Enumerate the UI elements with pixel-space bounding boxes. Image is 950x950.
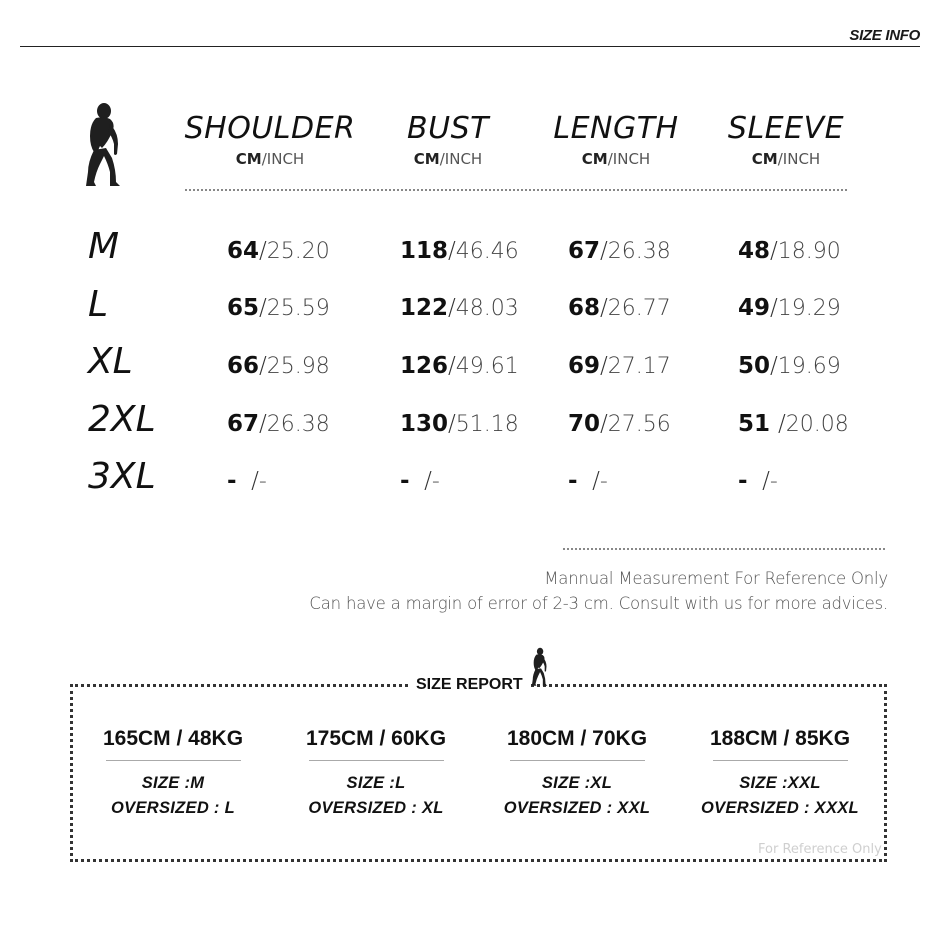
column-unit: CM/INCH [235, 150, 305, 168]
header-dotted-divider [185, 189, 847, 191]
table-cell: - /- [738, 468, 778, 494]
height-weight: 188CM / 85KG [709, 727, 851, 750]
height-weight: 180CM / 70KG [506, 727, 648, 750]
table-cell: - /- [568, 468, 608, 494]
report-item [477, 726, 677, 821]
table-cell: 64/25.20 [227, 238, 330, 264]
error-margin-note: Can have a margin of error of 2-3 cm. Consult with us for more advices. [309, 594, 888, 613]
report-item [276, 726, 476, 821]
column-header-bust [358, 112, 538, 168]
report-divider [309, 760, 444, 761]
oversized-size: OVERSIZED : XXXL [701, 799, 859, 817]
measurement-note: Mannual Measurement For Reference Only [544, 569, 888, 588]
column-header-sleeve [696, 112, 876, 168]
walking-ape-icon [530, 643, 552, 691]
report-item [73, 726, 273, 821]
report-divider [106, 760, 241, 761]
size-report-title: SIZE REPORT [416, 676, 523, 693]
oversized-size: OVERSIZED : L [111, 799, 235, 817]
table-cell: - /- [400, 468, 440, 494]
size-report-header [408, 672, 531, 698]
size-label-3xl: 3XL [88, 456, 156, 497]
height-weight: 165CM / 48KG [102, 727, 244, 750]
top-divider [20, 46, 920, 47]
table-cell: 49/19.29 [738, 295, 841, 321]
size-label-xl: XL [88, 341, 133, 382]
column-title: BUST [407, 111, 489, 146]
size-label-2xl: 2XL [88, 399, 156, 440]
report-divider [510, 760, 645, 761]
table-cell: 68/26.77 [568, 295, 671, 321]
table-cell: 51 /20.08 [738, 411, 849, 437]
table-cell: 118/46.46 [400, 238, 519, 264]
table-cell: 50/19.69 [738, 353, 841, 379]
table-cell: 130/51.18 [400, 411, 519, 437]
size-label-m: M [88, 226, 120, 267]
column-unit: CM/INCH [751, 150, 821, 168]
size-label-l: L [88, 284, 109, 325]
table-cell: 69/27.17 [568, 353, 671, 379]
column-title: LENGTH [553, 111, 679, 146]
table-cell: 67/26.38 [568, 238, 671, 264]
table-cell: 67/26.38 [227, 411, 330, 437]
column-title: SHOULDER [184, 111, 356, 146]
report-item [680, 726, 880, 821]
recommended-size: SIZE :L [346, 774, 406, 792]
report-divider [713, 760, 848, 761]
table-cell: 65/25.59 [227, 295, 330, 321]
table-cell: 126/49.61 [400, 353, 519, 379]
column-unit: CM/INCH [581, 150, 651, 168]
column-header-length [526, 112, 706, 168]
recommended-size: SIZE :XL [541, 774, 613, 792]
column-title: SLEEVE [727, 111, 845, 146]
height-weight: 175CM / 60KG [305, 727, 447, 750]
reference-only-note: For Reference Only [758, 842, 882, 857]
table-cell: 70/27.56 [568, 411, 671, 437]
table-cell: 122/48.03 [400, 295, 519, 321]
recommended-size: SIZE :M [141, 774, 205, 792]
oversized-size: OVERSIZED : XXL [503, 799, 651, 817]
table-cell: - /- [227, 468, 267, 494]
oversized-size: OVERSIZED : XL [308, 799, 444, 817]
note-dotted-divider [563, 548, 885, 550]
table-cell: 48/18.90 [738, 238, 841, 264]
size-info-title: SIZE INFO [849, 27, 920, 44]
column-unit: CM/INCH [413, 150, 483, 168]
walking-ape-icon [82, 102, 130, 188]
column-header-shoulder [180, 112, 360, 168]
recommended-size: SIZE :XXL [739, 774, 821, 792]
table-cell: 66/25.98 [227, 353, 330, 379]
